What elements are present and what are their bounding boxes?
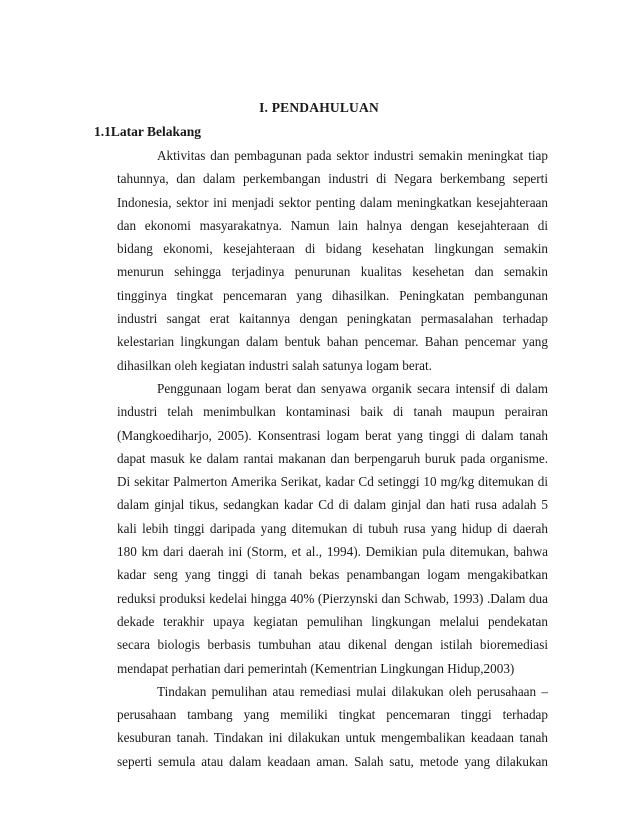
section-heading: 1.1Latar Belakang xyxy=(94,124,202,139)
body-text xyxy=(117,144,548,773)
text-line: dalam ginjal tikus, sedangkan kadar Cd di dalam ginjal dan hati rusa adalah 5 xyxy=(117,497,548,513)
text-line: industri sangat erat kaitannya dengan peningkatan permasalahan terhadap xyxy=(117,311,548,327)
text-line: mendapat perhatian dari pemerintah (Kementrian Lingkungan Hidup,2003) xyxy=(117,660,515,676)
text-line: seperti semula atau dalam keadaan aman. Salah satu, metode yang dilakukan xyxy=(117,753,548,769)
text-line: Indonesia, sektor ini menjadi sektor penting dalam meningkatkan kesejahteraan xyxy=(117,194,548,210)
text-line: tingginya tingkat pencemaran yang dihasilkan. Peningkatan pembangunan xyxy=(117,287,548,303)
text-line: Di sekitar Palmerton Amerika Serikat, kadar Cd setinggi 10 mg/kg ditemukan di xyxy=(117,474,548,490)
text-line: industri telah menimbulkan kontaminasi baik di tanah maupun perairan xyxy=(117,404,548,420)
text-line: dekade terakhir upaya kegiatan pemulihan lingkungan melalui pendekatan xyxy=(117,613,548,629)
text-line: bidang ekonomi, kesejahteraan di bidang kesehatan lingkungan semakin xyxy=(117,241,548,257)
text-line: kelestarian lingkungan dalam bentuk bahan pencemar. Bahan pencemar yang xyxy=(117,334,548,350)
text-line: tahunnya, dan dalam perkembangan industri di Negara berkembang seperti xyxy=(117,171,548,187)
text-line: dihasilkan oleh kegiatan industri salah satunya logam berat. xyxy=(117,357,432,373)
text-line: menurun sehingga terjadinya penurunan kualitas kesehetan dan semakin xyxy=(117,264,548,280)
text-line: kesuburan tanah. Tindakan ini dilakukan untuk mengembalikan keadaan tanah xyxy=(117,730,548,746)
text-line: (Mangkoediharjo, 2005). Konsentrasi logam berat yang tinggi di dalam tanah xyxy=(117,427,548,443)
chapter-title: I. PENDAHULUAN xyxy=(259,100,379,115)
text-line: perusahaan tambang yang memiliki tingkat pencemaran tinggi terhadap xyxy=(117,707,548,723)
text-line: Aktivitas dan pembagunan pada sektor industri semakin meningkat tiap xyxy=(157,148,548,163)
text-line: Tindakan pemulihan atau remediasi mulai dilakukan oleh perusahaan – xyxy=(157,683,548,699)
text-line: secara biologis berbasis tumbuhan atau dikenal dengan istilah bioremediasi xyxy=(117,637,548,653)
text-line: dapat masuk ke dalam rantai makanan dan berpengaruh buruk pada organisme. xyxy=(117,450,548,466)
text-line: kadar seng yang tinggi di tanah bekas penambangan logam mengakibatkan xyxy=(117,567,548,583)
text-line: reduksi produksi kedelai hingga 40% (Pierzynski dan Schwab, 1993) .Dalam dua xyxy=(117,590,548,606)
text-line: 180 km dari daerah ini (Storm, et al., 1994). Demikian pula ditemukan, bahwa xyxy=(117,544,548,560)
text-line: Penggunaan logam berat dan senyawa organik secara intensif di dalam xyxy=(157,380,548,396)
text-line: kali lebih tinggi daripada yang ditemukan di tubuh rusa yang hidup di daerah xyxy=(117,520,548,536)
text-line: dan ekonomi masyarakatnya. Namun lain halnya dengan kesejahteraan di xyxy=(117,217,548,233)
